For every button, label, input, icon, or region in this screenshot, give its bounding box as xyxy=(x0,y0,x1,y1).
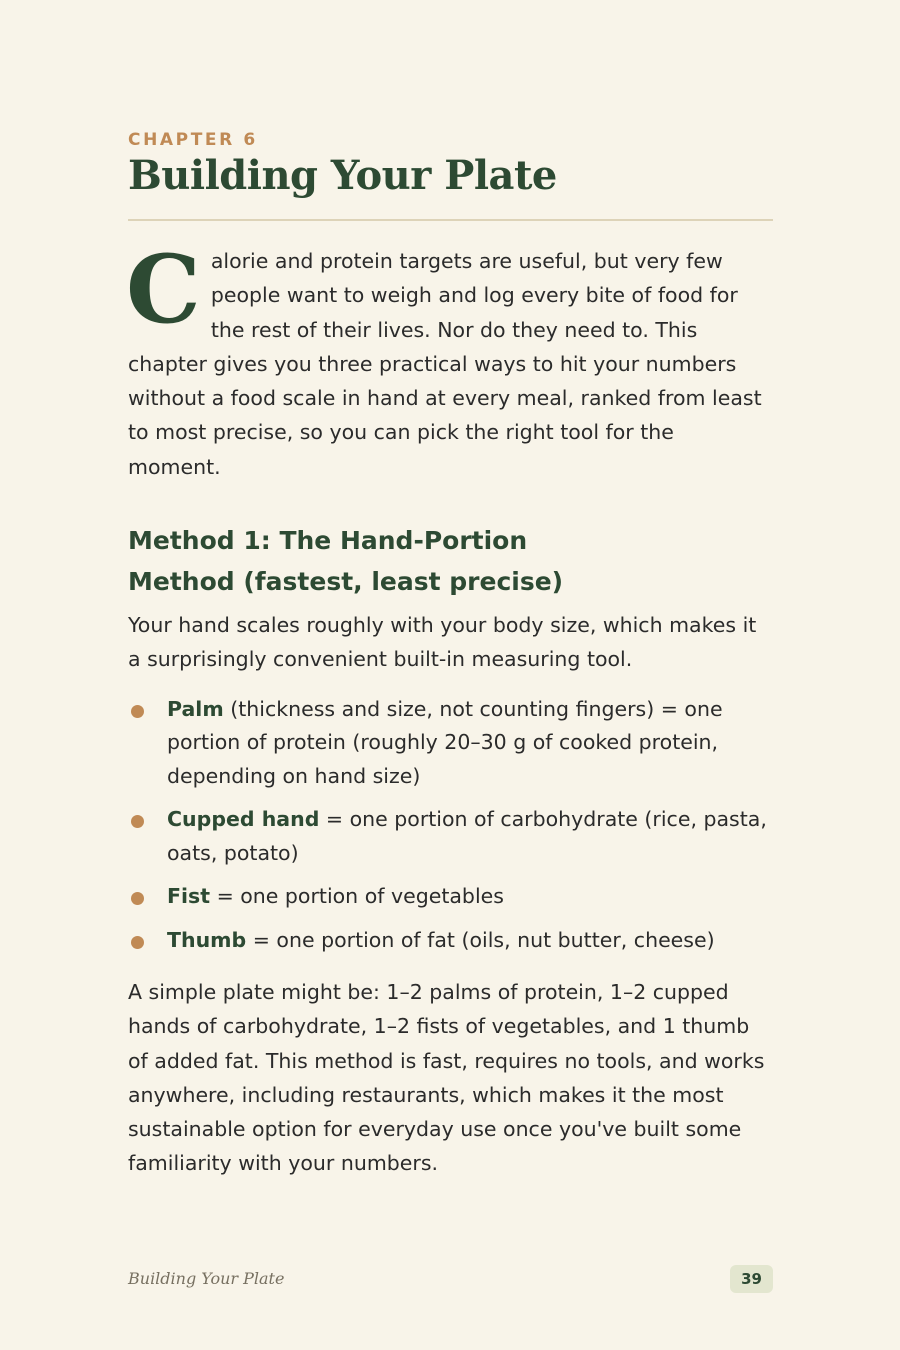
intro-paragraph xyxy=(126,235,773,484)
drop-cap: C xyxy=(126,235,201,345)
bullet-dot-icon xyxy=(131,936,144,949)
chapter-title: Building Your Plate xyxy=(128,152,557,199)
list-item-term: Palm xyxy=(167,697,224,721)
list-item-text: (thickness and size, not counting fingers) = one portion of protein (roughly 20–30 g of cooked protein, depending on hand size) xyxy=(167,697,723,788)
list-item-text: = one portion of carbohydrate (rice, pasta, oats, potato) xyxy=(167,807,767,865)
book-page xyxy=(128,0,773,1350)
chapter-label: CHAPTER 6 xyxy=(128,130,258,150)
list-item-palm xyxy=(128,693,773,793)
list-item-text: = one portion of vegetables xyxy=(210,884,504,909)
section-intro-paragraph: Your hand scales roughly with your body size, which makes it a surprisingly convenient built-in measuring tool. xyxy=(128,613,757,672)
bullet-dot-icon xyxy=(131,705,144,718)
page-number-badge: 39 xyxy=(730,1265,773,1293)
list-item-term: Thumb xyxy=(167,928,247,953)
list-item-term: Fist xyxy=(167,884,211,909)
closing-paragraph: A simple plate might be: 1–2 palms of protein, 1–2 cupped hands of carbohydrate, 1–2 fists of vegetables, and 1 thumb of added fat. This method is fast, requires no tools, and works anywhere, including restaurants, which makes it the most sustainable option for everyday use once you've built some familiarity with your numbers. xyxy=(128,980,765,1176)
list-item-thumb xyxy=(128,924,773,957)
intro-text: alorie and protein targets are useful, but very few people want to weigh and log every bite of food for the rest of their lives. Nor do they need to. This chapter gives you three practical ways to hit your numbers without a food scale in hand at every meal, ranked from least to most precise, so you can pick the right tool for the moment. xyxy=(128,249,762,479)
list-item-text: = one portion of fat (oils, nut butter, cheese) xyxy=(246,928,715,953)
bullet-dot-icon xyxy=(131,892,144,905)
title-divider xyxy=(128,219,773,221)
portion-list xyxy=(128,693,773,968)
list-item-fist xyxy=(128,880,773,913)
section-heading xyxy=(128,520,563,602)
running-footer-title: Building Your Plate xyxy=(128,1269,285,1288)
list-item-term: Cupped hand xyxy=(167,807,320,832)
section-heading-line1: Method 1: The Hand-Portion xyxy=(128,526,528,555)
section-heading-line2: Method (fastest, least precise) xyxy=(128,567,564,596)
list-item-cupped-hand xyxy=(128,803,773,870)
bullet-dot-icon xyxy=(131,815,144,828)
